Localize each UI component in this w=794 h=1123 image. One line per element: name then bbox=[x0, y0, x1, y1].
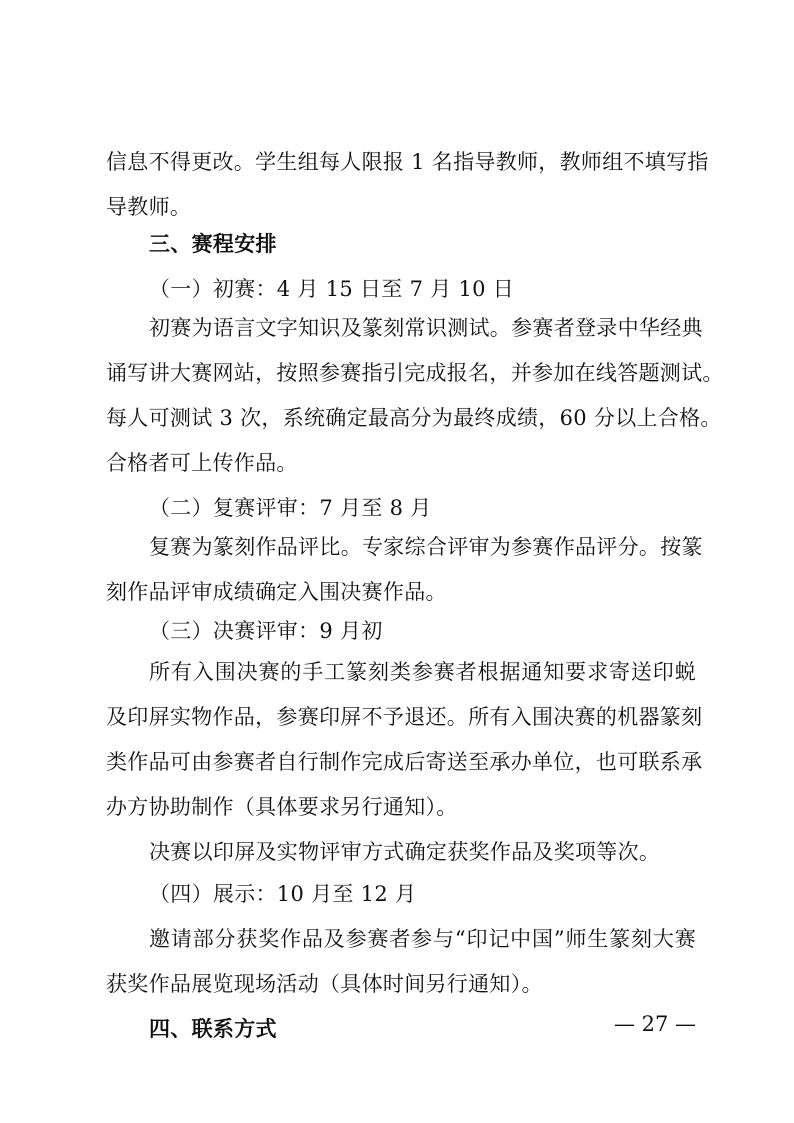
body-text-line: 复赛为篆刻作品评比。专家综合评审为参赛作品评分。按篆 bbox=[149, 535, 703, 559]
body-text-line: 及印屏实物作品，参赛印屏不予退还。所有入围决赛的机器篆刻 bbox=[106, 705, 703, 729]
section-heading-contact: 四、联系方式 bbox=[149, 1017, 277, 1041]
body-text-line: 每人可测试 3 次，系统确定最高分为最终成绩，60 分以上合格。 bbox=[106, 406, 722, 430]
body-text-line: 办方协助制作（具体要求另行通知）。 bbox=[106, 795, 458, 819]
body-text-line: 导教师。 bbox=[106, 195, 192, 219]
body-text-line: 决赛以印屏及实物评审方式确定获奖作品及奖项等次。 bbox=[149, 840, 661, 864]
body-text-line: 初赛为语言文字知识及篆刻常识测试。参赛者登录中华经典 bbox=[149, 316, 703, 340]
page-number: — 27 — bbox=[613, 1012, 697, 1036]
body-text-line: 诵写讲大赛网站，按照参赛指引完成报名，并参加在线答题测试。 bbox=[106, 361, 724, 385]
body-text-line: 所有入围决赛的手工篆刻类参赛者根据通知要求寄送印蜕 bbox=[149, 660, 696, 684]
body-text-line: 刻作品评审成绩确定入围决赛作品。 bbox=[106, 580, 447, 604]
body-text-line: 获奖作品展览现场活动（具体时间另行通知）。 bbox=[106, 972, 543, 996]
subheading-semifinal: （二）复赛评审：7 月至 8 月 bbox=[149, 496, 432, 520]
subheading-exhibition: （四）展示：10 月至 12 月 bbox=[149, 882, 417, 906]
body-text-line: 邀请部分获奖作品及参赛者参与“印记中国”师生篆刻大赛 bbox=[149, 927, 696, 951]
body-text-line: 信息不得更改。学生组每人限报 1 名指导教师，教师组不填写指 bbox=[106, 150, 709, 174]
body-text-line: 合格者可上传作品。 bbox=[106, 451, 298, 475]
subheading-final: （三）决赛评审：9 月初 bbox=[149, 619, 383, 643]
section-heading-schedule: 三、赛程安排 bbox=[149, 232, 277, 256]
body-text-line: 类作品可由参赛者自行制作完成后寄送至承办单位，也可联系承 bbox=[106, 750, 703, 774]
subheading-preliminary: （一）初赛：4 月 15 日至 7 月 10 日 bbox=[149, 277, 515, 301]
